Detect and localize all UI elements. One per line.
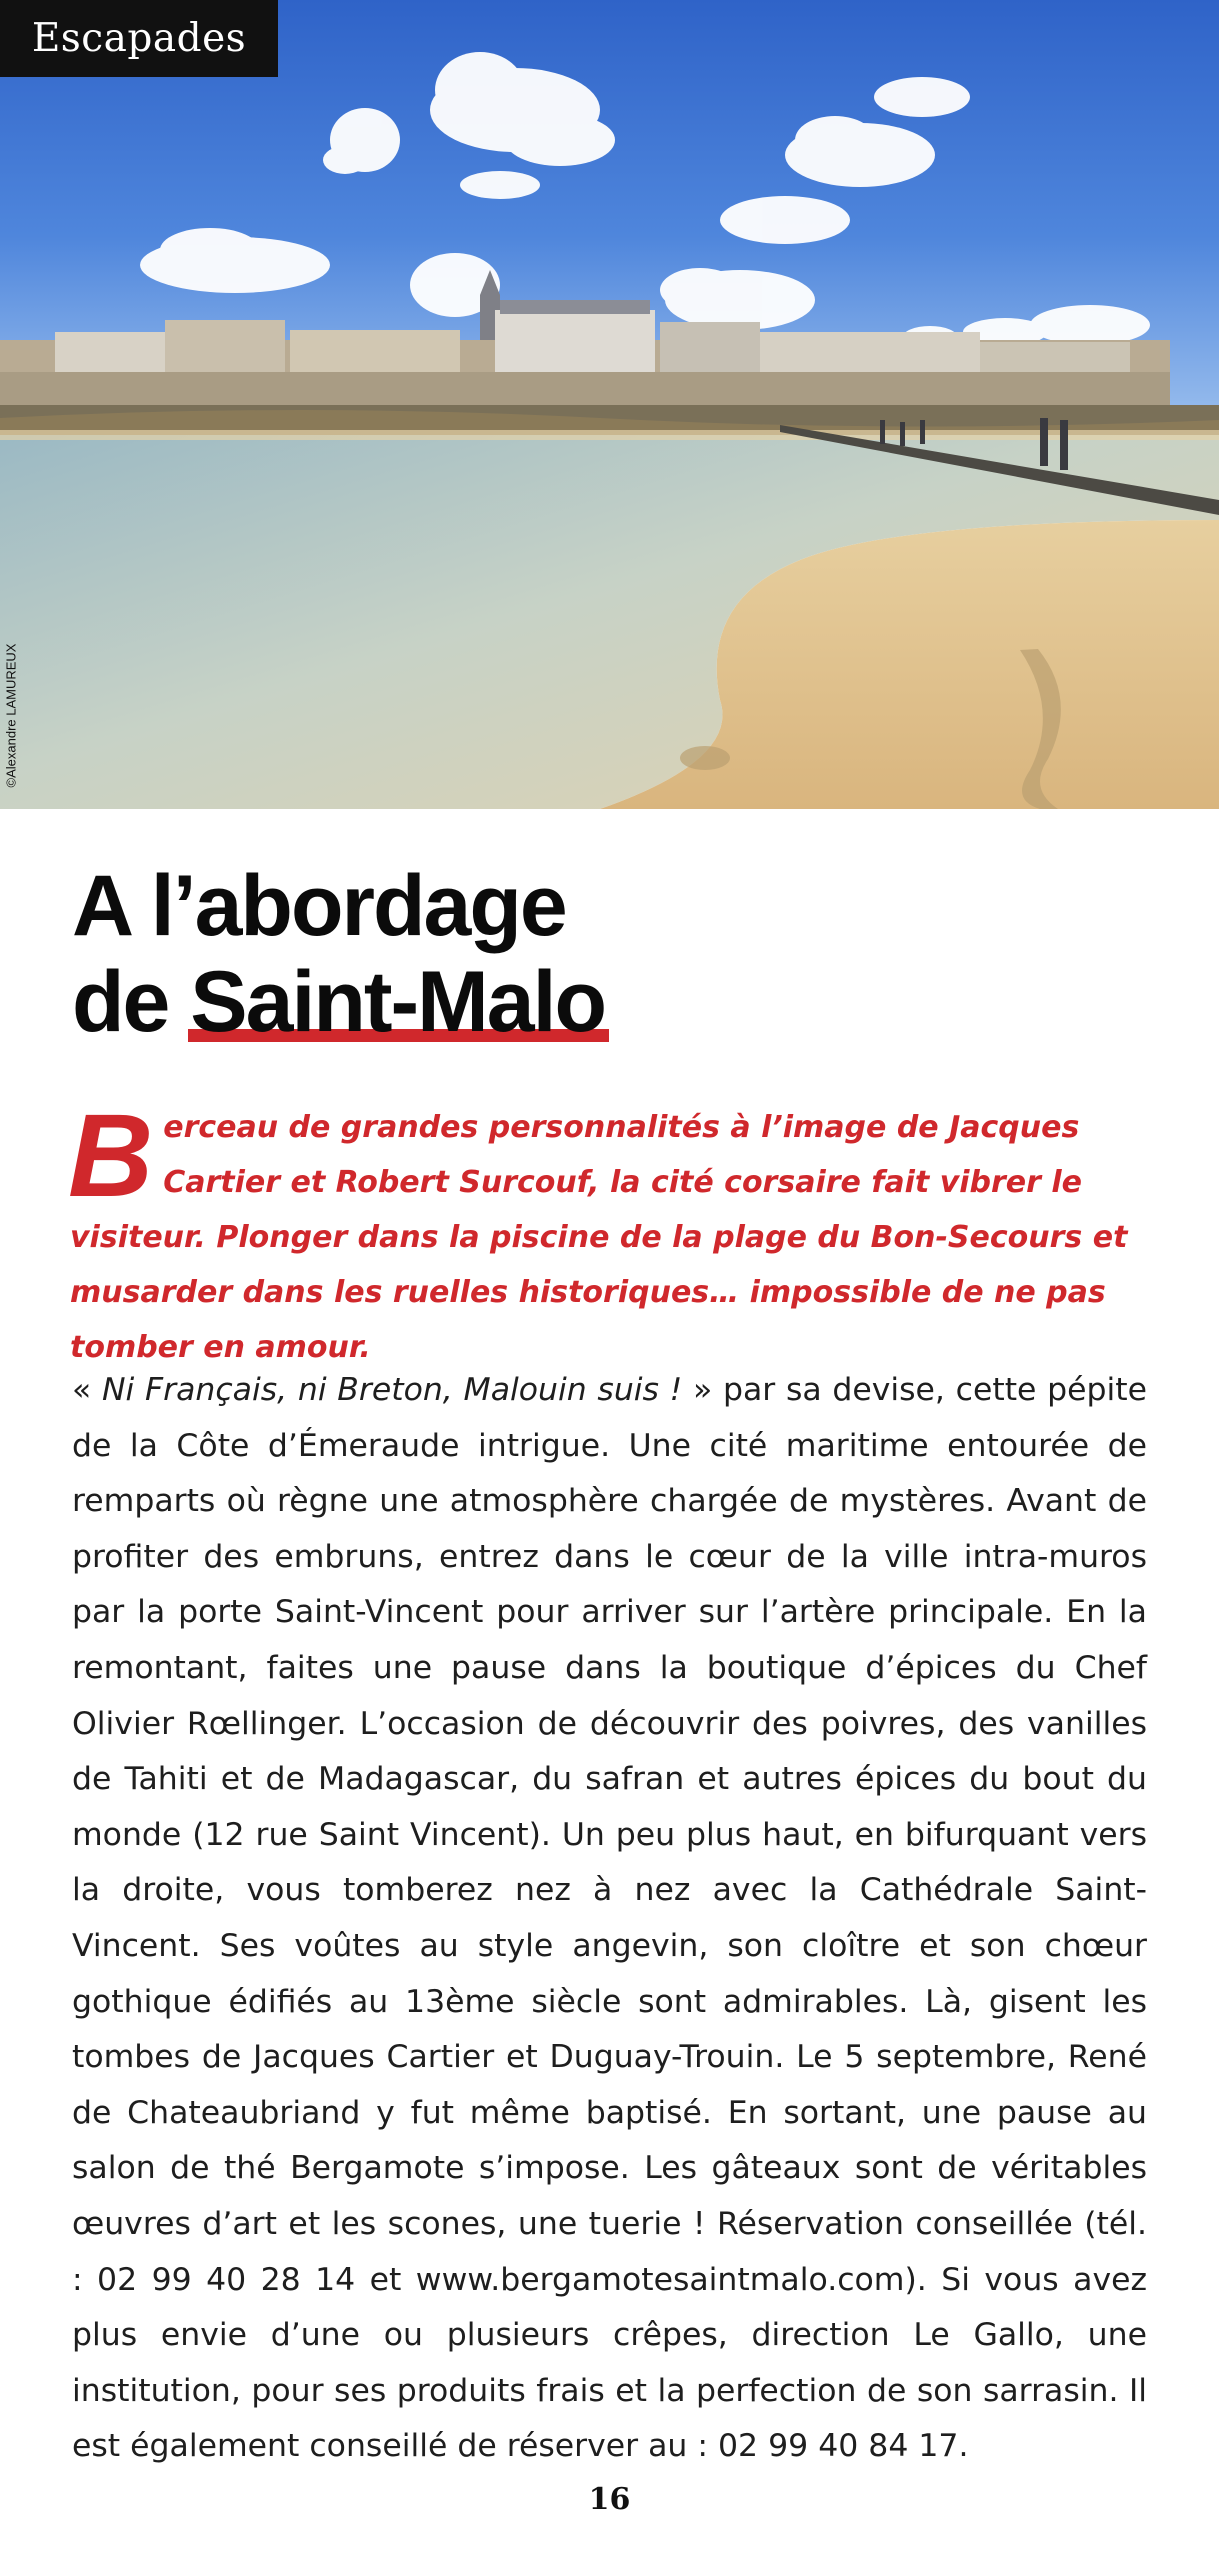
title-line-2-prefix: de [72,954,191,1050]
saint-malo-beach-photo [0,0,1219,809]
article-title [72,858,605,1050]
page-number: 16 [588,2482,631,2517]
title-line-2 [72,954,605,1050]
body-motto: Ni Français, ni Breton, Malouin suis ! [101,1372,683,1408]
body-open-quote: « [72,1372,102,1408]
lead-text: erceau de grandes personnalités à l’image de Jacques Cartier et Robert Surcouf, la cité corsaire fait vibrer le visiteur. Plonger dans la piscine de la plage du Bon-Secours et musarder dans les ruelles historiques… impossible de ne pas tomber en amour. [70,1110,1128,1365]
lead-dropcap: B [68,1090,154,1222]
photo-credit [0,625,22,805]
title-line-1: A l’abordage [72,858,566,954]
section-label: Escapades [31,16,247,61]
article-lead [68,1090,1150,1375]
body-paragraph: » par sa devise, cette pépite de la Côte d’Émeraude intrigue. Une cité maritime entourée de remparts où règne une atmosphère chargée de mystères. Avant de profiter des embruns, entrez dans le cœur de la ville intra-muros par la porte Saint-Vincent pour arriver sur l’artère principale. En la remontant, faites une pause dans la boutique d’épices du Chef Olivier Rœllinger. L’occasion de découvrir des poivres, des vanilles de Tahiti et de Madagascar, du safran et autres épices du bout du monde (12 rue Saint Vincent). Un peu plus haut, en bifurquant vers la droite, vous tomberez nez à nez avec la Cathédrale Saint-Vincent. Ses voûtes au style angevin, son cloître et son chœur gothique édifiés au 13ème siècle sont admirables. Là, gisent les tombes de Jacques Cartier et Duguay-Trouin. Le 5 septembre, René de Chateaubriand y fut même baptisé. En sortant, une pause au salon de thé Bergamote s’impose. Les gâteaux sont de véritables œuvres d’art et les scones, une tuerie ! Réservation conseillée (tél. : 02 99 40 28 14 et www.bergamotesaintmalo.com). Si vous avez plus envie d’une ou plusieurs crêpes, direction Le Gallo, une institution, pour ses produits frais et la perfection de son sarrasin. Il est également conseillé de réserver au : 02 99 40 84 17. [72,1372,1147,2465]
title-city-underlined: Saint-Malo [190,954,606,1050]
article-body [72,1363,1147,2475]
hero-photo [0,0,1219,809]
photo-credit-text: ©Alexandre LAMUREUX [3,643,19,787]
section-tab [0,0,278,77]
